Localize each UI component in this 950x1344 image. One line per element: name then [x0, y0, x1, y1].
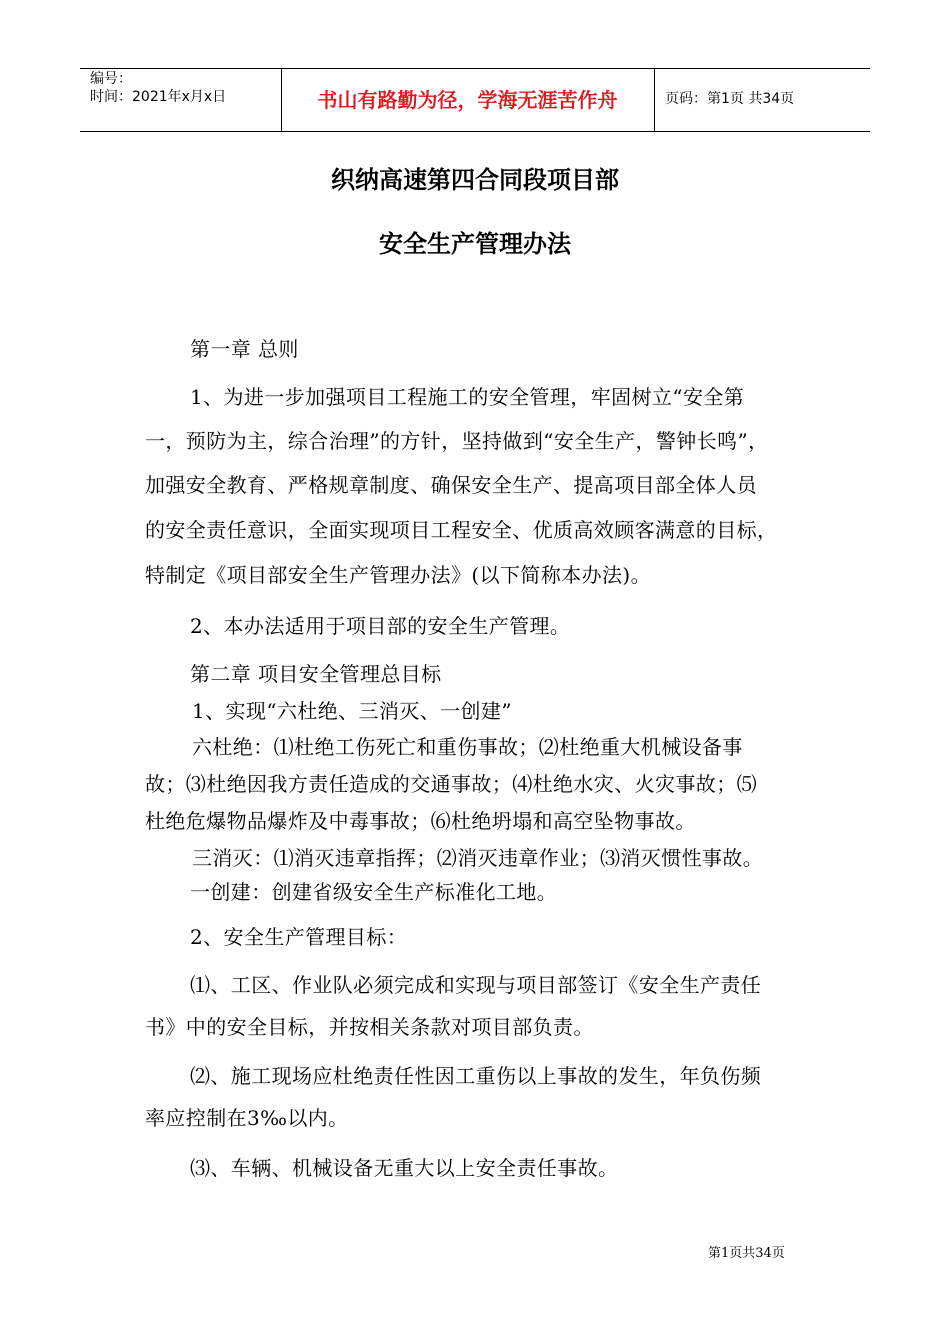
page-footer: 第1页共34页 — [708, 1246, 785, 1261]
header-motto-cell — [281, 69, 655, 131]
paragraph-line: 三消灭：⑴消灭违章指挥；⑵消灭违章作业；⑶消灭惯性事故。 — [192, 846, 764, 870]
chapter-heading: 第二章 项目安全管理总目标 — [190, 662, 442, 686]
document-time-label: 时间：2021年x月x日 — [90, 89, 227, 105]
paragraph-line: 1、实现“六杜绝、三消灭、一创建” — [192, 699, 512, 723]
paragraph-line: 2、本办法适用于项目部的安全生产管理。 — [190, 614, 571, 638]
paragraph-line: ⑴、工区、作业队必须完成和实现与项目部签订《安全生产责任 — [190, 973, 762, 997]
document-subtitle: 安全生产管理办法 — [379, 230, 571, 258]
chapter-heading: 第一章 总则 — [190, 337, 299, 361]
header-motto: 书山有路勤为径，学海无涯苦作舟 — [317, 88, 618, 112]
header-page-number: 页码：第1页 共34页 — [665, 91, 795, 107]
paragraph-line: 1、为进一步加强项目工程施工的安全管理，牢固树立“安全第 — [190, 385, 745, 409]
paragraph-line: 特制定《项目部安全生产管理办法》(以下简称本办法)。 — [145, 563, 652, 587]
document-number-label: 编号： — [90, 71, 132, 87]
paragraph-line: 书》中的安全目标，并按相关条款对项目部负责。 — [145, 1015, 594, 1039]
paragraph-line: 一，预防为主，综合治理”的方针，坚持做到“安全生产，警钟长鸣”， — [145, 429, 769, 453]
header-meta-cell — [80, 69, 282, 131]
paragraph-line: ⑵、施工现场应杜绝责任性因工重伤以上事故的发生，年负伤频 — [190, 1064, 762, 1088]
paragraph-line: 率应控制在3‰以内。 — [145, 1106, 349, 1130]
paragraph-line: 六杜绝：⑴杜绝工伤死亡和重伤事故；⑵杜绝重大机械设备事 — [192, 735, 743, 759]
document-header-table — [80, 68, 870, 132]
paragraph-line: 一创建：创建省级安全生产标准化工地。 — [190, 880, 558, 904]
paragraph-line: 故；⑶杜绝因我方责任造成的交通事故；⑷杜绝水灾、火灾事故；⑸ — [145, 772, 757, 796]
header-page-cell — [655, 69, 870, 131]
paragraph-line: 杜绝危爆物品爆炸及中毒事故；⑹杜绝坍塌和高空坠物事故。 — [145, 809, 696, 833]
document-title: 织纳高速第四合同段项目部 — [331, 166, 619, 194]
paragraph-line: 的安全责任意识，全面实现项目工程安全、优质高效顾客满意的目标， — [145, 518, 778, 542]
paragraph-line: 2、安全生产管理目标： — [190, 925, 408, 949]
paragraph-line: 加强安全教育、严格规章制度、确保安全生产、提高项目部全体人员 — [145, 473, 757, 497]
paragraph-line: ⑶、车辆、机械设备无重大以上安全责任事故。 — [190, 1156, 619, 1180]
